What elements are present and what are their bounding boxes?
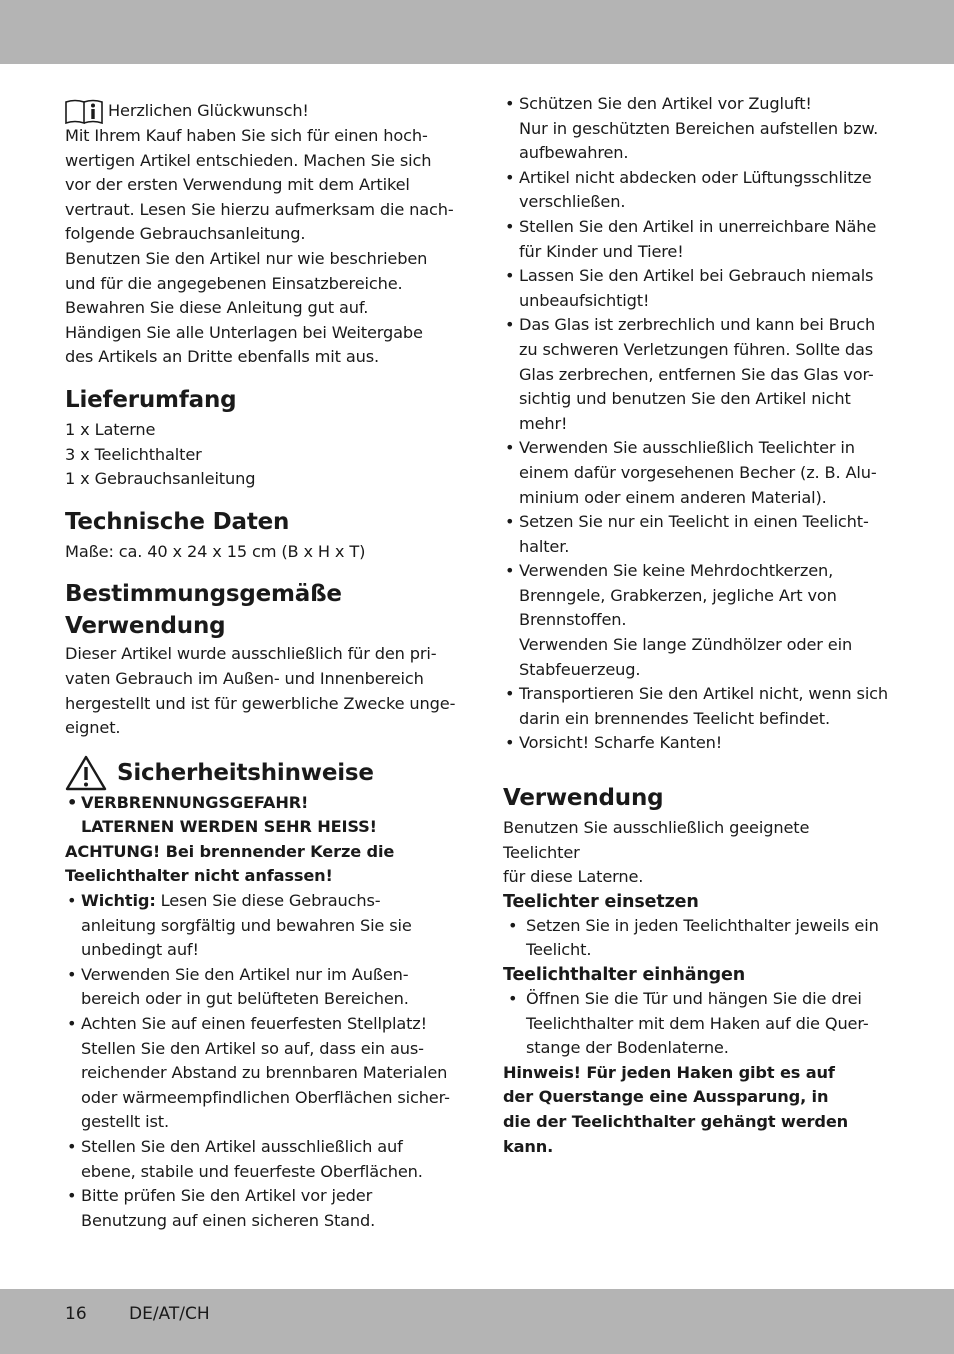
list-item xyxy=(503,914,889,963)
list-line: Stellen Sie den Artikel so auf, dass ein aus- xyxy=(81,1038,424,1058)
note-line: kann. xyxy=(503,1136,554,1156)
list-line: Brennstoffen. xyxy=(519,610,627,630)
delivery-item: 1 x Laterne xyxy=(65,419,156,439)
safety-heading-row xyxy=(65,755,457,791)
intended-line: Dieser Artikel wurde ausschließlich für den pri- xyxy=(65,644,437,664)
list-line: Bitte prüfen Sie den Artikel vor jeder xyxy=(81,1186,373,1206)
list-item xyxy=(503,731,889,756)
warning-triangle-icon xyxy=(65,755,107,791)
list-item xyxy=(503,313,889,436)
list-line: bereich oder in gut belüfteten Bereichen. xyxy=(81,989,409,1009)
usage-line: für diese Laterne. xyxy=(503,867,644,887)
language-code: DE/AT/CH xyxy=(129,1304,210,1324)
list-line: Stabfeuerzeug. xyxy=(519,659,641,679)
delivery-item: 1 x Gebrauchsanleitung xyxy=(65,469,256,489)
header-bar xyxy=(0,0,954,64)
list-line: Achten Sie auf einen feuerfesten Stellplatz! xyxy=(81,1014,427,1034)
intro-line: Bewahren Sie diese Anleitung gut auf. xyxy=(65,298,369,318)
list-line: für Kinder und Tiere! xyxy=(519,241,684,261)
list-line: sichtig und benutzen Sie den Artikel nicht xyxy=(519,389,851,409)
list-line: anleitung sorgfältig und bewahren Sie sie xyxy=(81,915,412,935)
note-line: Hinweis! Für jeden Haken gibt es auf xyxy=(503,1062,835,1082)
list-item xyxy=(503,436,889,510)
list-line: Glas zerbrechen, entfernen Sie das Glas vor- xyxy=(519,364,874,384)
list-line: Stellen Sie den Artikel in unerreichbare Nähe xyxy=(519,216,877,236)
list-line: Stellen Sie den Artikel ausschließlich auf xyxy=(81,1137,403,1156)
list-item xyxy=(503,166,889,215)
left-column xyxy=(65,96,457,1233)
list-line: Artikel nicht abdecken oder Lüftungsschlitze xyxy=(519,167,872,187)
intro-line: Händigen Sie alle Unterlagen bei Weitergabe xyxy=(65,322,423,342)
safety-list-left xyxy=(65,889,457,1233)
list-line: Benutzung auf einen sicheren Stand. xyxy=(81,1210,376,1230)
note-block xyxy=(503,1061,889,1159)
list-line: stange der Bodenlaterne. xyxy=(526,1038,729,1058)
list-line: Setzen Sie nur ein Teelicht in einen Teelicht- xyxy=(519,512,869,532)
list-item xyxy=(503,559,889,682)
hang-holders-heading: Teelichthalter einhängen xyxy=(503,965,746,985)
list-line: halter. xyxy=(519,536,570,556)
list-line: Nur in geschützten Bereichen aufstellen bzw. xyxy=(519,118,879,138)
list-line: Teelicht. xyxy=(526,940,592,960)
list-line: zu schweren Verletzungen führen. Sollte das xyxy=(519,339,874,359)
usage-heading: Verwendung xyxy=(503,785,664,812)
safety-warning-list xyxy=(65,791,457,840)
list-item xyxy=(65,963,457,1012)
list-item xyxy=(503,682,889,731)
list-line: Vorsicht! Scharfe Kanten! xyxy=(519,733,723,753)
list-item xyxy=(503,215,889,264)
list-line: Setzen Sie in jeden Teelichthalter jeweils ein xyxy=(526,915,879,935)
intro-line: Benutzen Sie den Artikel nur wie beschrieben xyxy=(65,248,428,268)
list-item xyxy=(503,987,889,1061)
list-line: gestellt ist. xyxy=(81,1112,169,1132)
list-item xyxy=(65,889,457,963)
greeting: Herzlichen Glückwunsch! xyxy=(108,101,309,121)
delivery-heading: Lieferumfang xyxy=(65,386,237,413)
intro-line: vertraut. Lesen Sie hierzu aufmerksam die nach- xyxy=(65,199,454,219)
list-line: Lassen Sie den Artikel bei Gebrauch niemals xyxy=(519,266,874,286)
intended-line: eignet. xyxy=(65,718,121,738)
intended-line: hergestellt und ist für gewerbliche Zwecke unge- xyxy=(65,693,456,713)
tech-heading: Technische Daten xyxy=(65,508,290,535)
list-item xyxy=(503,264,889,313)
list-line: unbeaufsichtigt! xyxy=(519,290,650,310)
intro-line: folgende Gebrauchsanleitung. xyxy=(65,224,306,244)
list-line: Das Glas ist zerbrechlich und kann bei Bruch xyxy=(519,315,876,335)
usage-line: Benutzen Sie ausschließlich geeignete Teelichter xyxy=(503,818,810,862)
list-line: unbedingt auf! xyxy=(81,940,199,960)
list-line: Verwenden Sie den Artikel nur im Außen- xyxy=(81,964,409,984)
list-line: einem dafür vorgesehenen Becher (z. B. Alu- xyxy=(519,462,877,482)
safety-list-right xyxy=(503,92,889,756)
list-line: ebene, stabile und feuerfeste Oberflächen. xyxy=(81,1161,423,1181)
warning-line: LATERNEN WERDEN SEHR HEISS! xyxy=(81,817,377,837)
list-line: Transportieren Sie den Artikel nicht, wenn sich xyxy=(519,684,889,704)
list-line: minium oder einem anderen Material). xyxy=(519,487,827,507)
intro-line: wertigen Artikel entschieden. Machen Sie sich xyxy=(65,150,432,170)
list-item xyxy=(65,1184,457,1233)
insert-tealights-list xyxy=(503,914,889,963)
list-line: Verwenden Sie keine Mehrdochtkerzen, xyxy=(519,561,834,581)
list-line: reichender Abstand zu brennbaren Materialen xyxy=(81,1063,448,1083)
list-line: aufbewahren. xyxy=(519,143,629,163)
list-item xyxy=(65,1012,457,1135)
list-line: darin ein brennendes Teelicht befindet. xyxy=(519,708,830,728)
intro-text xyxy=(65,124,457,370)
intended-heading-line: Verwendung xyxy=(65,613,226,640)
list-line: Verwenden Sie ausschließlich Teelichter in xyxy=(519,438,855,458)
list-item xyxy=(503,510,889,559)
delivery-item: 3 x Teelichthalter xyxy=(65,444,202,464)
intro-line: Mit Ihrem Kauf haben Sie sich für einen hoch- xyxy=(65,126,428,145)
manual-info-icon xyxy=(65,98,103,124)
intro-line: vor der ersten Verwendung mit dem Artikel xyxy=(65,175,410,195)
intended-heading xyxy=(65,578,457,642)
insert-tealights-heading: Teelichter einsetzen xyxy=(503,891,699,912)
warning-line: ACHTUNG! Bei brennender Kerze die xyxy=(65,841,395,861)
intended-heading-line: Bestimmungsgemäße xyxy=(65,581,342,608)
safety-heading: Sicherheitshinweise xyxy=(117,759,374,786)
warning-line: VERBRENNUNGSGEFAHR! xyxy=(81,792,309,812)
hang-holders-list xyxy=(503,987,889,1061)
important-label: Wichtig: xyxy=(81,891,156,911)
tech-dimensions: Maße: ca. 40 x 24 x 15 cm (B x H x T) xyxy=(65,541,366,561)
warning-line: Teelichthalter nicht anfassen! xyxy=(65,866,333,886)
list-item xyxy=(503,92,889,166)
intended-line: vaten Gebrauch im Außen- und Innenbereich xyxy=(65,668,424,688)
page-number: 16 xyxy=(65,1304,87,1324)
list-line: Teelichthalter mit dem Haken auf die Quer- xyxy=(526,1013,869,1033)
list-item xyxy=(65,1135,457,1184)
list-line: oder wärmeempfindlichen Oberflächen sicher- xyxy=(81,1087,450,1107)
list-line: Schützen Sie den Artikel vor Zugluft! xyxy=(519,94,812,113)
list-item xyxy=(65,791,457,840)
list-line: Brenngele, Grabkerzen, jegliche Art von xyxy=(519,585,837,605)
note-line: die der Teelichthalter gehängt werden xyxy=(503,1111,849,1131)
list-line: verschließen. xyxy=(519,192,626,212)
intro-line: und für die angegebenen Einsatzbereiche. xyxy=(65,273,403,293)
intro-heading xyxy=(65,96,457,124)
list-line: Verwenden Sie lange Zündhölzer oder ein xyxy=(519,635,853,655)
right-column xyxy=(503,92,889,1159)
list-line: Lesen Sie diese Gebrauchs- xyxy=(155,891,381,911)
intro-line: des Artikels an Dritte ebenfalls mit aus. xyxy=(65,347,379,367)
list-line: mehr! xyxy=(519,413,568,433)
list-line: Öffnen Sie die Tür und hängen Sie die drei xyxy=(526,989,862,1008)
note-line: der Querstange eine Aussparung, in xyxy=(503,1087,829,1107)
